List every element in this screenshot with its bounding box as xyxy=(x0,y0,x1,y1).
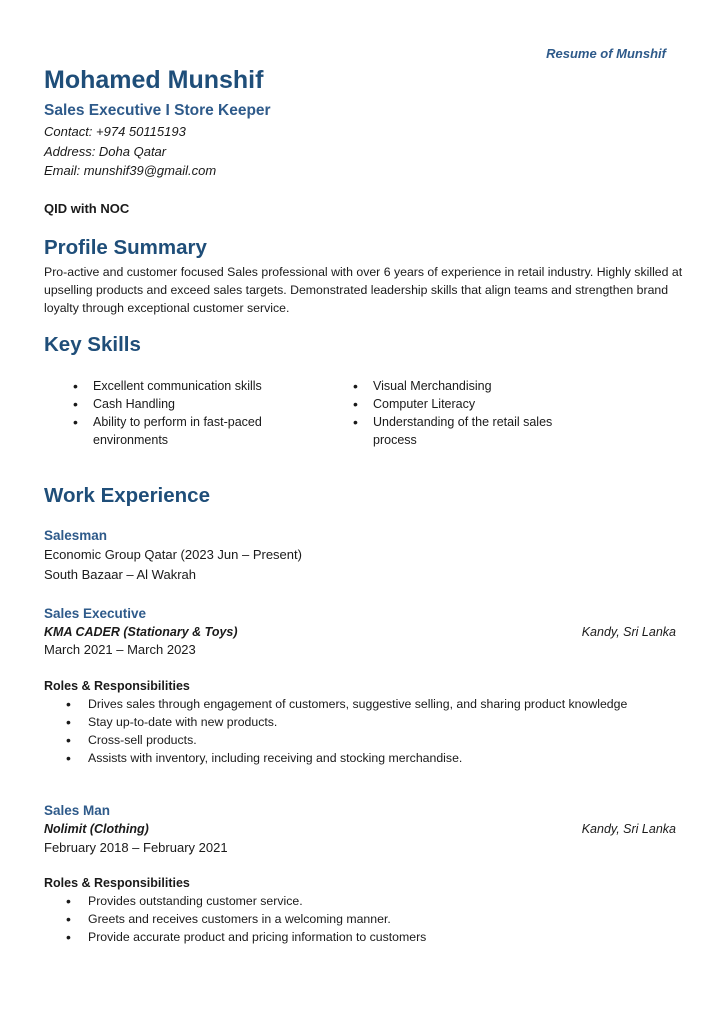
job-dates: March 2021 – March 2023 xyxy=(44,642,196,657)
contact-email: Email: munshif39@gmail.com xyxy=(44,163,217,178)
running-header: Resume of Munshif xyxy=(546,46,666,61)
skill-item: • Cash Handling xyxy=(73,395,273,413)
contact-block xyxy=(44,122,216,181)
responsibilities-list xyxy=(66,695,686,767)
job-location: Kandy, Sri Lanka xyxy=(581,822,676,836)
candidate-role: Sales Executive I Store Keeper xyxy=(44,102,271,119)
job-employer: Economic Group Qatar (2023 Jun – Present) xyxy=(44,547,302,562)
contact-address: Address: Doha Qatar xyxy=(44,143,167,159)
key-skills-heading: Key Skills xyxy=(44,333,141,356)
responsibility-item: • Stay up-to-date with new products. xyxy=(66,713,686,731)
profile-summary-heading: Profile Summary xyxy=(44,236,207,259)
skill-item: • Understanding of the retail sales process xyxy=(353,413,578,449)
responsibility-item: • Provide accurate product and pricing information to customers xyxy=(66,928,686,946)
job-title: Salesman xyxy=(44,528,108,543)
job-company: KMA CADER (Stationary & Toys) xyxy=(44,625,238,639)
responsibility-item: • Drives sales through engagement of customers, suggestive selling, and sharing product knowledge xyxy=(66,695,686,713)
responsibility-item: • Assists with inventory, including receiving and stocking merchandise. xyxy=(66,749,686,767)
job-details xyxy=(44,545,302,585)
job-title: Sales Man xyxy=(44,803,111,818)
skill-item: • Excellent communication skills xyxy=(73,377,273,395)
skills-list-left xyxy=(73,377,273,449)
skill-item: • Visual Merchandising xyxy=(353,377,578,395)
work-experience-heading: Work Experience xyxy=(44,484,210,507)
responsibility-item: • Cross-sell products. xyxy=(66,731,686,749)
job-location: Kandy, Sri Lanka xyxy=(581,625,676,639)
contact-phone: Contact: +974 50115193 xyxy=(44,124,186,139)
job-location: South Bazaar – Al Wakrah xyxy=(44,567,196,582)
skills-list-right xyxy=(353,377,578,449)
responsibilities-list xyxy=(66,892,686,946)
roles-heading: Roles & Responsibilities xyxy=(44,876,190,890)
qid-status: QID with NOC xyxy=(44,201,130,216)
skill-item: • Ability to perform in fast-paced environments xyxy=(73,413,273,449)
roles-heading: Roles & Responsibilities xyxy=(44,679,190,693)
job-company: Nolimit (Clothing) xyxy=(44,822,149,836)
job-title: Sales Executive xyxy=(44,606,147,621)
skill-item: • Computer Literacy xyxy=(353,395,578,413)
responsibility-item: • Provides outstanding customer service. xyxy=(66,892,686,910)
job-dates: February 2018 – February 2021 xyxy=(44,840,228,855)
profile-summary-text: Pro-active and customer focused Sales professional with over 6 years of experience in retail industry. Highly skilled at upselling products and exceed sales targets. Demonstrated leadership skills that align teams and strengthen brand loyalty through exceptional customer service. xyxy=(44,265,683,315)
candidate-name: Mohamed Munshif xyxy=(44,66,264,94)
responsibility-item: • Greets and receives customers in a welcoming manner. xyxy=(66,910,686,928)
